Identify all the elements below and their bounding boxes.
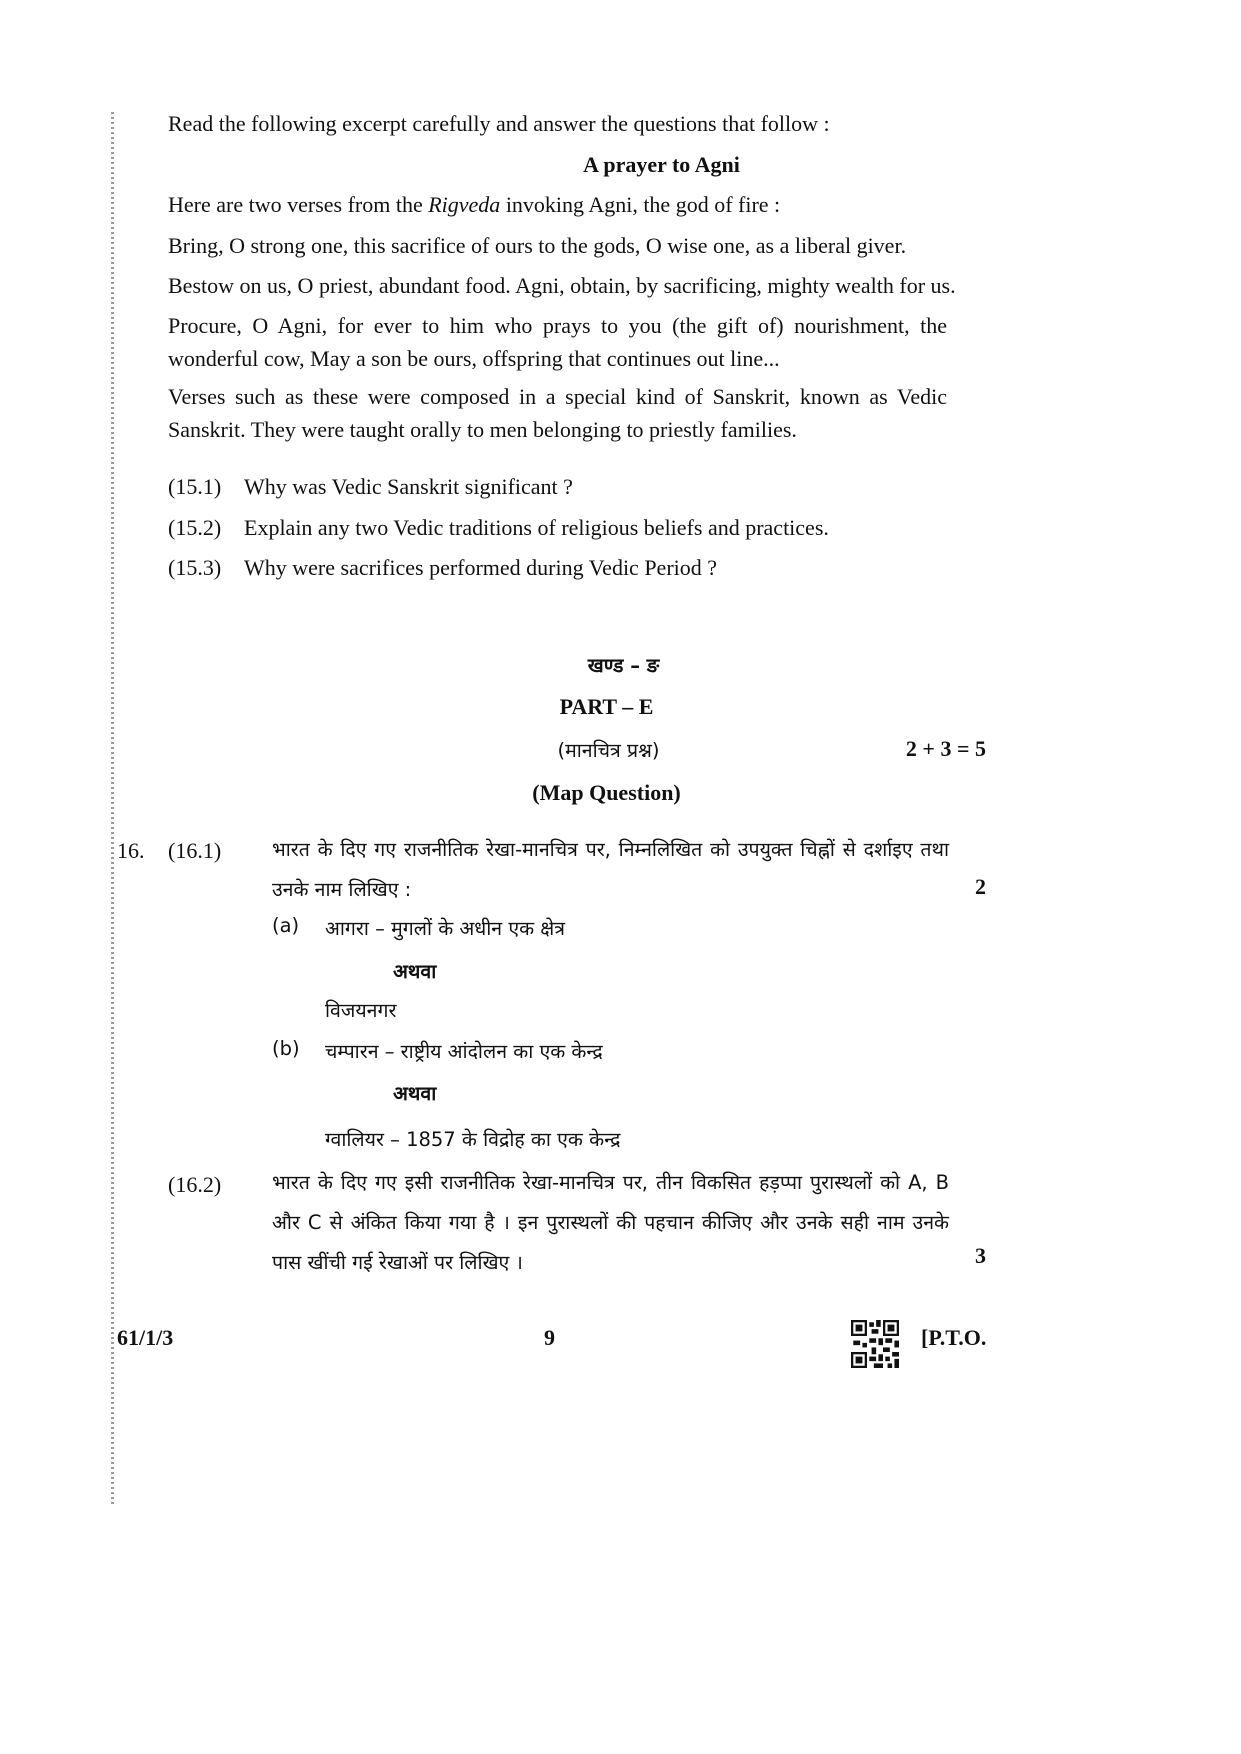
q16-number: 16. [117,838,145,863]
q16-1a-or: अथवा [393,960,437,983]
q16-1b-label: (b) [272,1037,300,1060]
intro-text-end: invoking Agni, the god of fire : [500,192,781,217]
q16-1a-text: आगरा – मुगलों के अधीन एक क्षेत्र [325,917,566,940]
excerpt-closing: Verses such as these were composed in a special kind of Sanskrit, known as Vedic Sanskrit. They were taught orally to men belonging to priestly families. [168,384,947,442]
part-e-marks: 2 + 3 = 5 [905,736,986,761]
q16-2-marks: 3 [975,1243,986,1268]
verse-3: Procure, O Agni, for ever to him who prays to you (the gift of) nourishment, the wonderful cow, May a son be ours, offspring that continues out line... [168,313,947,371]
q16-1-marks: 2 [975,874,986,899]
q15-3-text: Why were sacrifices performed during Vedic Period ? [244,555,718,580]
please-turn-over: [P.T.O. [921,1325,987,1350]
excerpt-intro [168,192,780,218]
q15-2-text: Explain any two Vedic traditions of religious beliefs and practices. [244,515,829,540]
q16-1b-text: चम्पारन – राष्ट्रीय आंदोलन का एक केन्द्र [325,1040,603,1063]
q15-2-number: (15.2) [168,515,222,540]
page-number: 9 [544,1325,555,1350]
q16-1a-alternative: विजयनगर [325,999,397,1022]
q16-1b-alternative: ग्वालियर – 1857 के विद्रोह का एक केन्द्र [325,1128,621,1151]
q16-1b-or: अथवा [393,1082,437,1105]
q16-2-text: भारत के दिए गए इसी राजनीतिक रेखा-मानचित्र पर, तीन विकसित हड़प्पा पुरास्थलों को A, B और C से अंकित किया गया है । इन पुरास्थलों की पहचान कीजिए और उनके सही नाम उनके पास खींची गई रेखाओं पर लिखिए । [272,1171,949,1274]
part-e-subheading: (Map Question) [532,780,681,805]
intro-text-start: Here are two verses from the [168,192,429,217]
left-margin-dotted-line [111,112,114,1507]
q15-3-number: (15.3) [168,555,222,580]
verse-1: Bring, O strong one, this sacrifice of ours to the gods, O wise one, as a liberal giver. [168,233,907,258]
q16-2-number: (16.2) [168,1172,222,1197]
part-e-hindi-heading: खण्ड – ङ [587,654,660,677]
verse-2: Bestow on us, O priest, abundant food. Agni, obtain, by sacrificing, mighty wealth for us. [168,273,956,298]
q15-1-text: Why was Vedic Sanskrit significant ? [244,474,573,499]
part-e-hindi-subheading: (मानचित्र प्रश्न) [557,739,660,762]
excerpt-instruction: Read the following excerpt carefully and answer the questions that follow : [168,111,830,136]
q16-1-number: (16.1) [168,838,222,863]
q16-1a-label: (a) [272,914,300,937]
paper-code: 61/1/3 [117,1325,174,1350]
q15-1-number: (15.1) [168,474,222,499]
intro-text-italic: Rigveda [428,192,501,217]
q16-1-text: भारत के दिए गए राजनीतिक रेखा-मानचित्र पर, निम्नलिखित को उपयुक्त चिह्नों से दर्शाइए तथा उनके नाम लिखिए : [272,838,949,901]
excerpt-title: A prayer to Agni [583,152,740,177]
qr-code-icon [851,1320,899,1368]
part-e-heading: PART – E [559,694,654,719]
